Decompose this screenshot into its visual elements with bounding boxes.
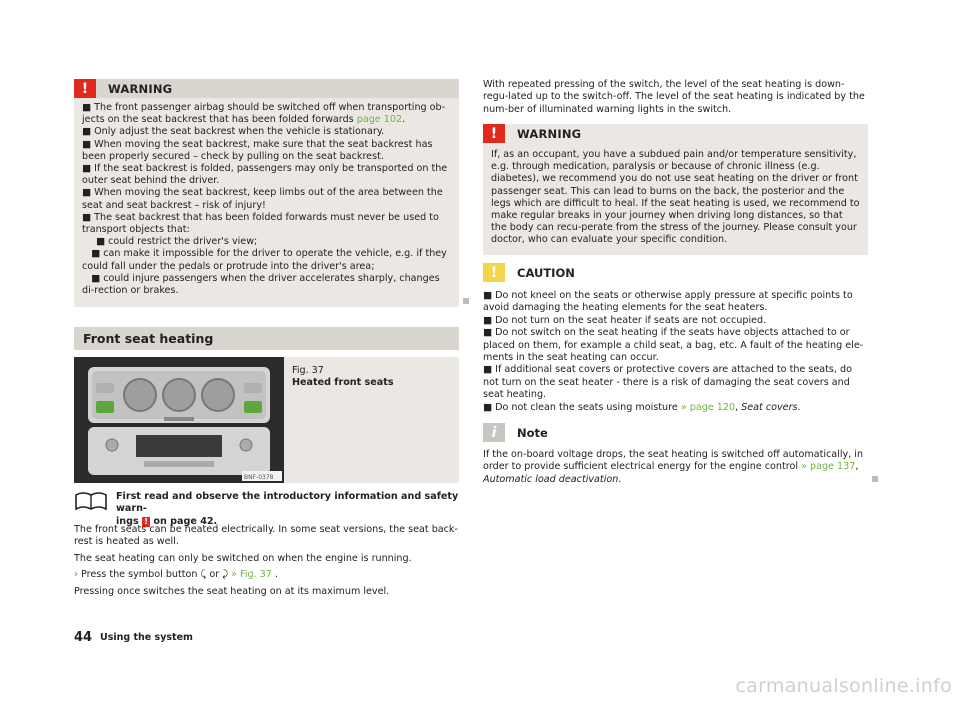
page-number: 44 [74, 630, 93, 645]
warning-body: If, as an occupant, you have a subdued pain and/or temperature sensitivity, e.g. through medication, paralysis or because of chronic illness (e.g. diabetes), we recommend you do not use seat heating on the driver or front passenger seat. This can lead to burns on the back, the posterior and the legs which are difficult to heal. If the seat heating is used, we recommend to make regular breaks in your journey when driving long distances, so that the body can recu-perate from the stress of the journey. Please consult your doctor, who can evaluate your specific condition. [491, 149, 860, 246]
warning-header [74, 79, 459, 98]
warning-item: Only adjust the seat backrest when the vehicle is stationary. [94, 126, 385, 138]
warning-item: When moving the seat backrest, make sure that the seat backrest has been properly secured – check by pulling on the seat backrest. [82, 138, 433, 162]
section-title-bar [74, 327, 459, 350]
warning-item: The seat backrest that has been folded forwards must never be used to transport objects that: [82, 211, 439, 236]
caution-icon: ! [483, 263, 505, 282]
figure-code: BNF-0378 [244, 474, 274, 481]
warning-item: When moving the seat backrest, keep limbs out of the area between the seat and seat backrest – risk of injury! [82, 187, 443, 211]
right-intro: With repeated pressing of the switch, the level of the seat heating is down-regu-lated up to the switch-off. The level of the seat heating is indicated by the num-ber of illuminated warning lights in the switch. [483, 79, 865, 115]
seat-heat-right-icon: ⤸ [222, 569, 229, 581]
section-title: Front seat heating [83, 331, 214, 346]
warning-body: ■ The front passenger airbag should be switched off when transporting ob-jects on the seat backrest that has been folded forwards page 102. ■ Only adjust the seat backrest when the vehicle is stationary. ■ When moving the seat backrest, make sure that the seat backrest has been properly secured – check by pulling on the seat backrest. ■ If the seat backrest is folded, passengers may only be transported on the outer seat behind the driver. ■ When moving the seat backrest, keep limbs out of the area between the seat and seat backrest – risk of injury! ■ The seat backrest that has been folded forwards must never be used to transport objects that: ■ could restrict the driver's view; ■ can make it impossible for the driver to operate the vehicle, e.g. if they could fall under the pedals or protrude into the driver's area; ■ could injure passengers when the driver accelerates sharply, changes di-rection or brakes. [82, 102, 448, 297]
info-icon: i [483, 423, 505, 442]
end-mark [872, 476, 878, 482]
warning-item: If the seat backrest is folded, passengers may only be transported on the outer seat behind the driver. [82, 163, 448, 187]
watermark: carmanualsonline.info [735, 675, 952, 697]
warning-box-2 [483, 124, 868, 255]
figure-title: Heated front seats [292, 377, 394, 388]
exclamation-icon: ! [483, 124, 505, 143]
instruction-step: › Press the symbol button ⤹ or ⤸ » Fig. 37 . [74, 569, 278, 581]
seat-heating-panel-image [74, 357, 284, 483]
body-paragraph: Pressing once switches the seat heating on at its maximum level. [74, 585, 390, 597]
caution-section [483, 263, 868, 414]
body-paragraph: The seat heating can only be switched on when the engine is running. [74, 552, 412, 564]
warning-header [483, 124, 868, 143]
warning-item: The front passenger airbag should be switched off when transporting ob-jects on the seat backrest that has been folded forwards [82, 102, 446, 126]
body-text [74, 524, 459, 602]
warning-title: WARNING [517, 126, 582, 141]
dashboard-illustration [74, 357, 284, 483]
footer-section: Using the system [100, 632, 193, 643]
note-title: Note [517, 425, 548, 440]
page-link[interactable]: » page 120 [680, 401, 736, 413]
figure-caption [292, 365, 394, 389]
warning-box-1 [74, 79, 459, 307]
warning-subitem: can make it impossible for the driver to operate the vehicle, e.g. if they could fall under the pedals or protrude into the driver's area; [82, 248, 447, 272]
figure-number: Fig. 37 [292, 365, 324, 376]
figure-link[interactable]: » Fig. 37 [231, 569, 272, 581]
exclamation-icon: ! [74, 79, 96, 98]
note-section [483, 423, 868, 486]
figure-box [74, 357, 459, 483]
page-link[interactable]: » page 137 [801, 461, 856, 473]
seat-heat-left-icon: ⤹ [200, 569, 207, 581]
warning-title: WARNING [108, 81, 173, 96]
book-icon [74, 491, 108, 511]
note-body: If the on-board voltage drops, the seat heating is switched off automatically, in order to provide sufficient electrical energy for the engine control » page 137, Automatic load deactivation. [483, 449, 864, 485]
end-mark [463, 298, 469, 304]
caution-header [483, 263, 868, 282]
warning-mini-icon: ! [142, 517, 150, 527]
page-link[interactable]: page 102 [356, 114, 403, 126]
note-header [483, 423, 868, 442]
body-paragraph: The front seats can be heated electrically. In some seat versions, the seat back-rest is heated as well. [74, 524, 458, 548]
arrow-icon: › [74, 569, 78, 581]
intro-text: First read and observe the introductory information and safety warn- ings ! on page 42. [116, 491, 459, 527]
caution-title: CAUTION [517, 265, 575, 280]
caution-body: ■ Do not kneel on the seats or otherwise apply pressure at specific points to avoid damaging the heating elements for the seat heaters. ■ Do not turn on the seat heater if seats are not occupied. ■ Do not switch on the seat heating if the seats have objects attached to or placed on them, for example a child seat, a bag, etc. A fault of the heating ele-ments in the seat heating can occur. ■ If additional seat covers or protective covers are attached to the seats, do not turn on the seat heater - there is a risk of damaging the seat covers and seat heating. ■ Do not clean the seats using moisture » page 120, Seat covers. [483, 290, 864, 413]
warning-subitem: could restrict the driver's view; [108, 236, 258, 248]
warning-subitem: could injure passengers when the driver accelerates sharply, changes di-rection or brakes. [82, 272, 440, 297]
